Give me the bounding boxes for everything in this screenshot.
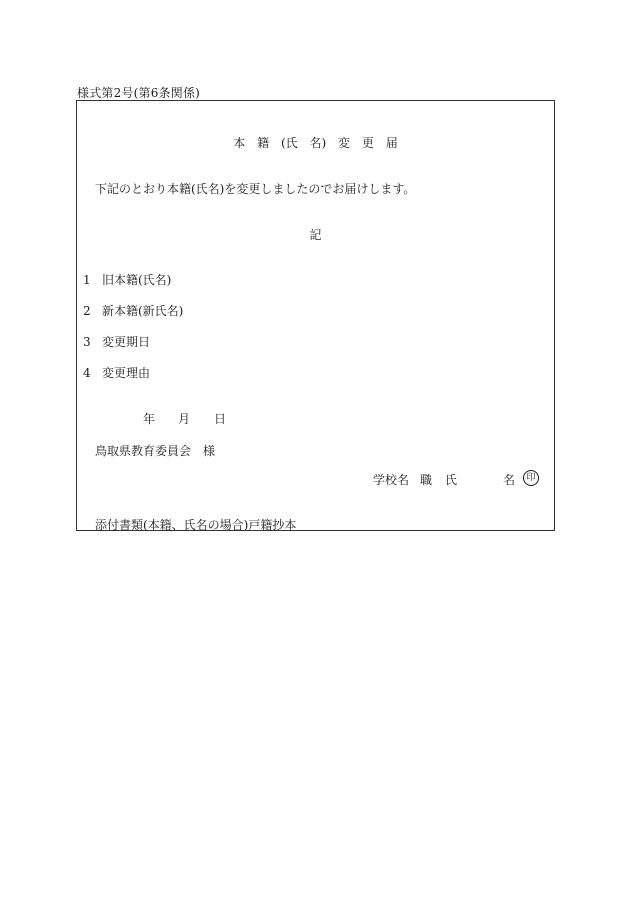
addressee: 鳥取県教育委員会 様 bbox=[95, 444, 216, 458]
title-char: (氏 bbox=[280, 136, 298, 150]
item-label: 旧本籍(氏名) bbox=[102, 273, 172, 287]
list-item-change-reason bbox=[83, 364, 150, 381]
title-char: 変 bbox=[338, 136, 351, 150]
date-day-label: 日 bbox=[214, 412, 227, 426]
form-frame bbox=[76, 100, 555, 531]
seal-icon: 印 bbox=[523, 470, 539, 486]
item-number: 4 bbox=[83, 366, 91, 380]
intro-text: 下記のとおり本籍(氏名)を変更しましたのでお届けします。 bbox=[95, 182, 416, 196]
given-name-label: 名 bbox=[503, 473, 516, 487]
title-char: 更 bbox=[361, 136, 374, 150]
form-title bbox=[77, 134, 554, 151]
school-name-label: 学校名 bbox=[373, 473, 410, 487]
title-char: 名) bbox=[309, 136, 327, 150]
item-number: 2 bbox=[83, 304, 91, 318]
item-number: 3 bbox=[83, 335, 91, 349]
ki-heading: 記 bbox=[309, 228, 322, 242]
title-char: 籍 bbox=[257, 136, 270, 150]
form-number-label: 様式第2号(第6条関係) bbox=[77, 86, 201, 100]
title-char: 届 bbox=[385, 136, 398, 150]
list-item-old-domicile bbox=[83, 271, 171, 288]
item-label: 変更期日 bbox=[102, 335, 151, 349]
surname-label: 氏 bbox=[445, 473, 458, 487]
item-number: 1 bbox=[83, 273, 91, 287]
position-label: 職 bbox=[420, 473, 433, 487]
title-char: 本 bbox=[233, 136, 246, 150]
item-label: 変更理由 bbox=[102, 366, 151, 380]
signer-line bbox=[77, 471, 554, 491]
date-month-label: 月 bbox=[178, 412, 191, 426]
item-label: 新本籍(新氏名) bbox=[102, 304, 184, 318]
list-item-change-date bbox=[83, 333, 150, 350]
attachment-note: 添付書類(本籍、氏名の場合)戸籍抄本 bbox=[95, 518, 297, 532]
date-year-label: 年 bbox=[143, 412, 156, 426]
list-item-new-domicile bbox=[83, 302, 183, 319]
